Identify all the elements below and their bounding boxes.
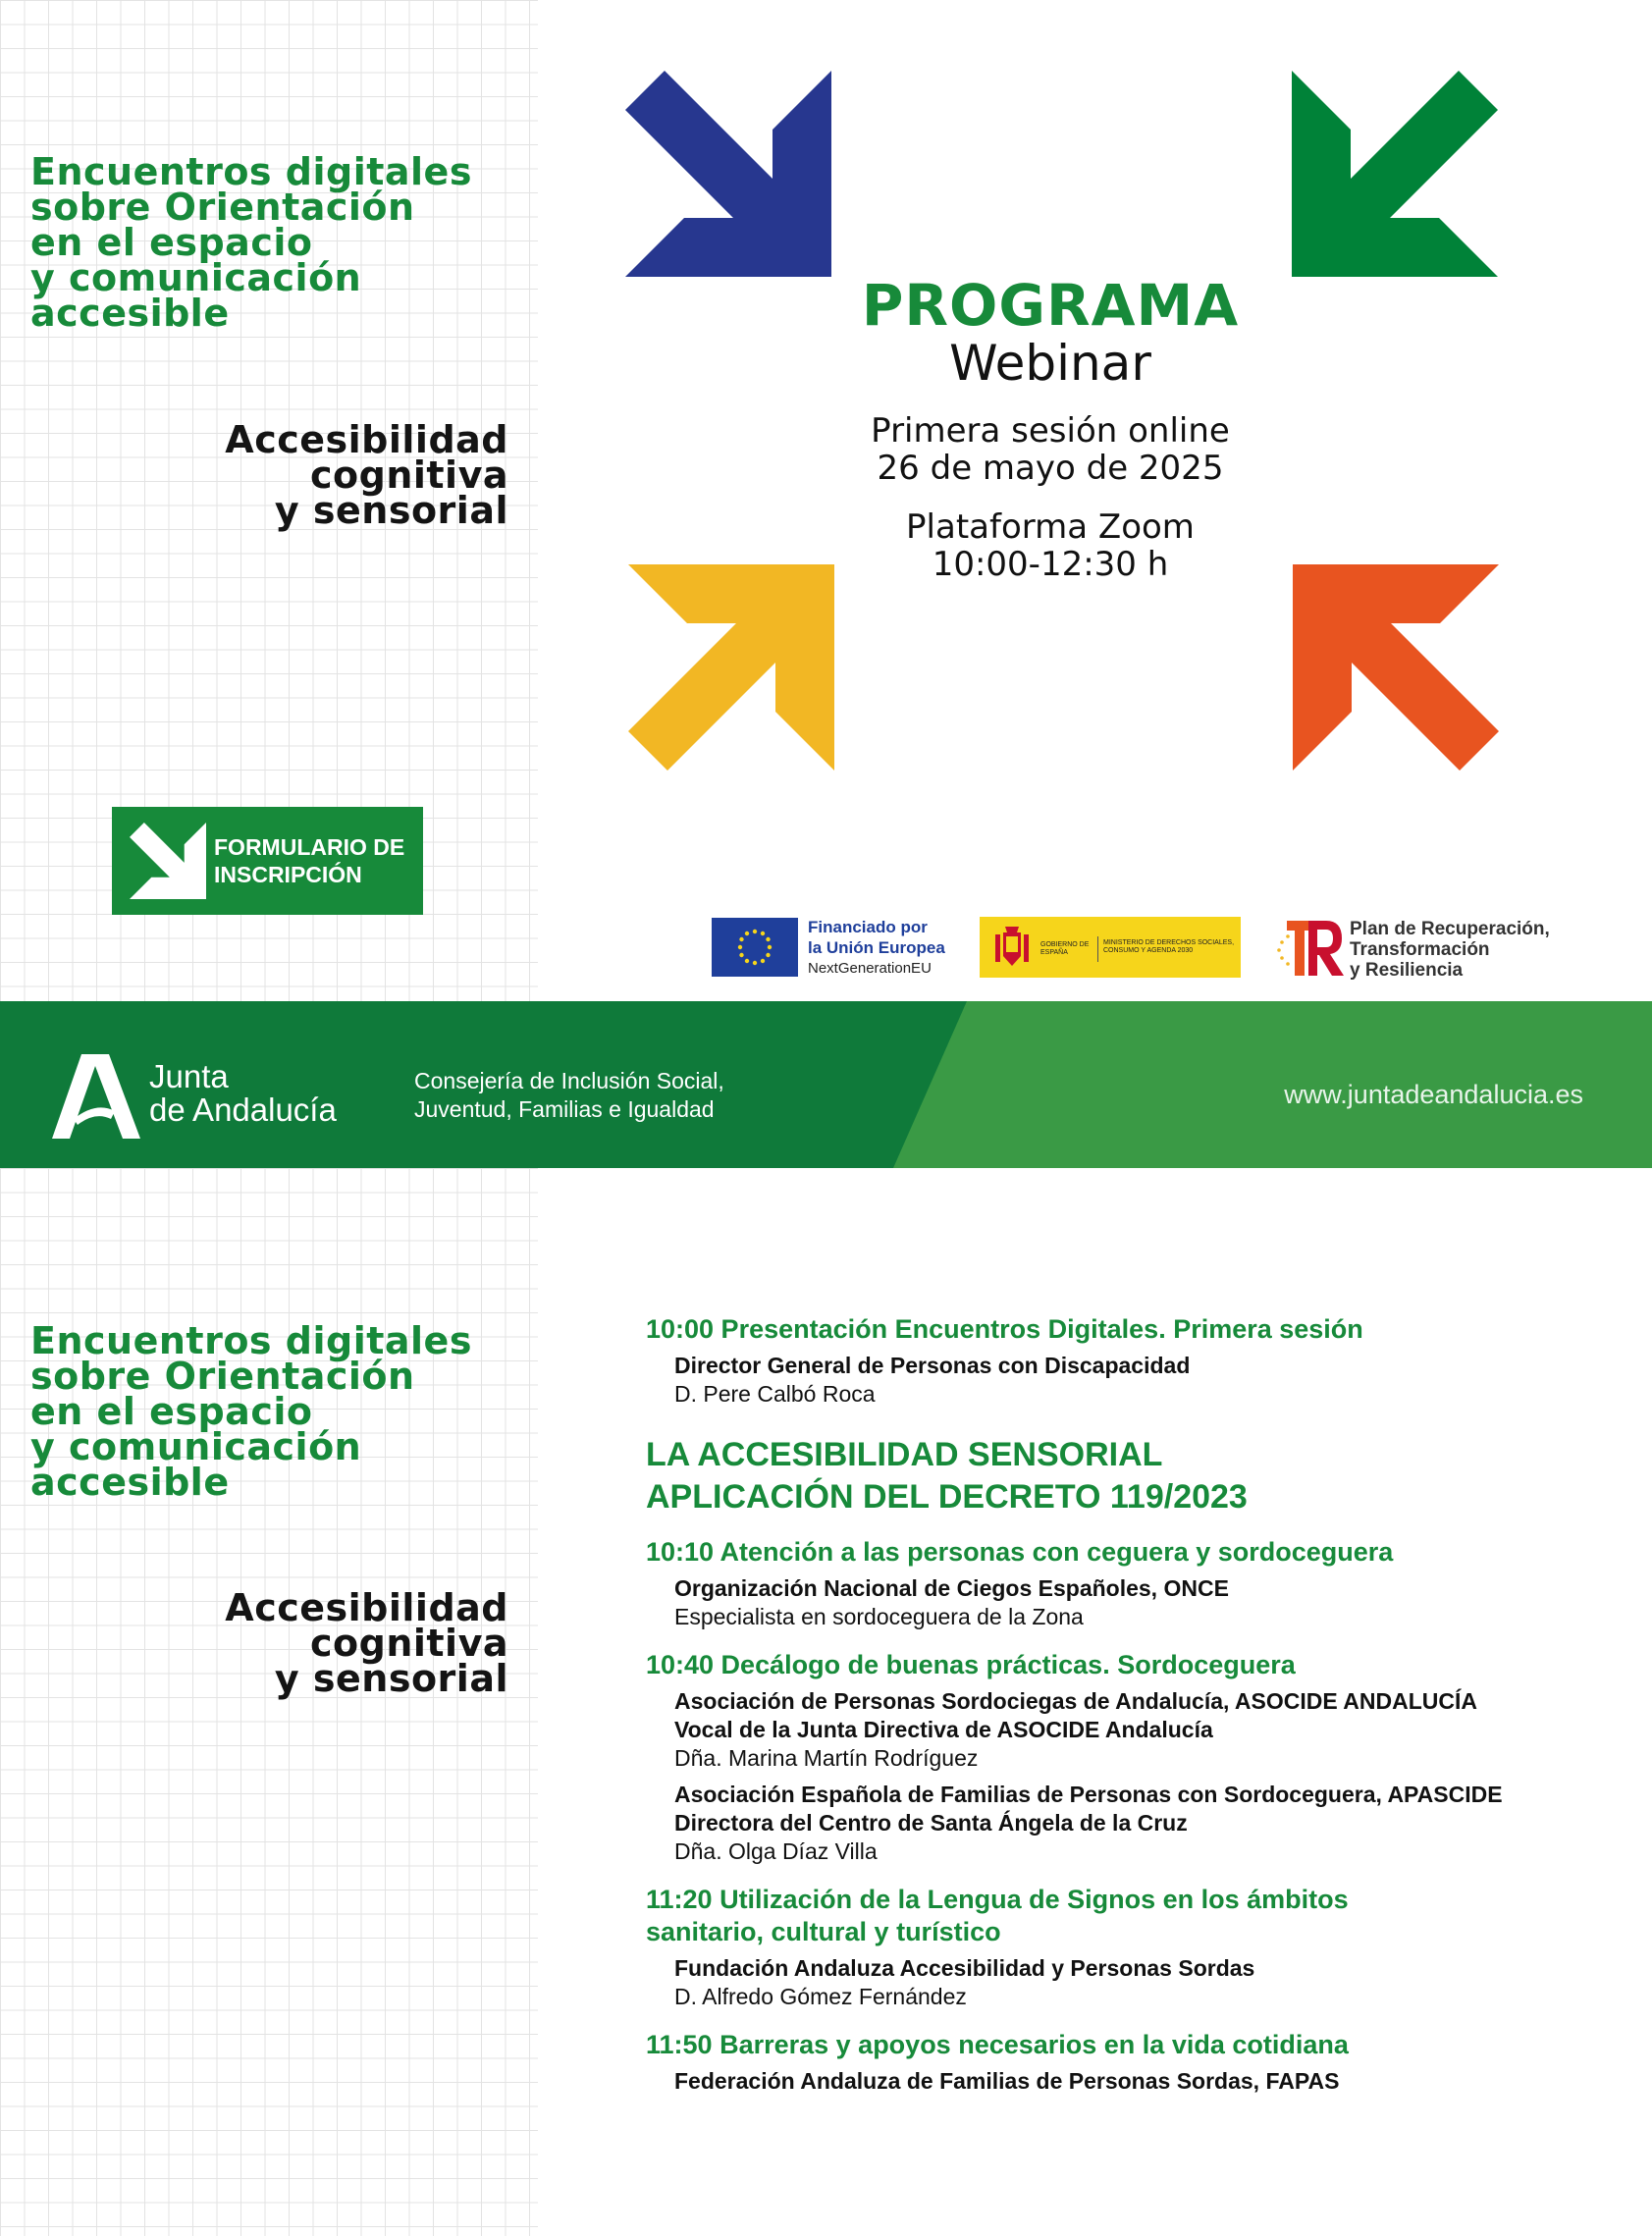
arrow-bottom-right-icon <box>1293 564 1499 771</box>
prtr-text: Plan de Recuperación, Transformación y Resiliencia <box>1350 919 1550 981</box>
arrow-bottom-left-icon <box>628 564 834 771</box>
agenda-item <box>646 2029 1608 2096</box>
agenda-item <box>646 1649 1608 1866</box>
agenda <box>646 1313 1608 2113</box>
funding-logos <box>712 913 1595 984</box>
agenda-time-title: 10:10 Atención a las personas con ceguera y sordoceguera <box>646 1537 1394 1567</box>
agenda-time-title: 11:20 Utilización de la Lengua de Signos en los ámbitos sanitario, cultural y turístico <box>646 1885 1349 1946</box>
agenda-time-title: 10:00 Presentación Encuentros Digitales. Primera sesión <box>646 1314 1363 1344</box>
speaker: Federación Andaluza de Familias de Personas Sordas, FAPAS <box>674 2068 1340 2094</box>
agenda-section-heading: LA ACCESIBILIDAD SENSORIAL APLICACIÓN DEL DECRETO 119/2023 <box>646 1436 1248 1516</box>
arrow-bottom-right-shape <box>1293 564 1499 771</box>
speaker: Director General de Personas con Discapacidad D. Pere Calbó Roca <box>674 1353 1191 1407</box>
registration-form-label: FORMULARIO DE INSCRIPCIÓN <box>214 834 405 887</box>
agenda-item <box>646 1884 1608 2011</box>
cover-subtitle: Accesibilidad cognitiva y sensorial <box>225 418 508 532</box>
platform-info: Plataforma Zoom 10:00-12:30 h <box>906 507 1195 584</box>
agenda-item <box>646 1313 1608 1409</box>
prtr-logo <box>1273 915 1597 984</box>
website-link[interactable]: www.juntadeandalucia.es <box>1284 1080 1583 1109</box>
speaker: Asociación de Personas Sordociegas de Andalucía, ASOCIDE ANDALUCÍA Vocal de la Junta Directiva de ASOCIDE Andalucía Dña. Marina Martín Rodríguez <box>674 1688 1477 1771</box>
program-header <box>785 272 1315 584</box>
speaker: Asociación Española de Familias de Personas con Sordoceguera, APASCIDE Directora del Centro de Santa Ángela de la Cruz Dña. Olga Díaz Villa <box>674 1782 1503 1864</box>
consejeria-name: Consejería de Inclusión Social, Juventud, Familias e Igualdad <box>414 1068 724 1122</box>
arrow-top-left-icon <box>625 71 831 277</box>
arrow-down-right-icon <box>130 823 206 899</box>
junta-andalucia-logo-icon <box>52 1054 140 1139</box>
coat-of-arms-icon <box>991 925 1033 970</box>
eu-flag-icon <box>712 918 798 977</box>
speaker: Fundación Andaluza Accesibilidad y Personas Sordas D. Alfredo Gómez Fernández <box>674 1955 1255 2009</box>
prtr-emblem-icon <box>1273 915 1347 982</box>
junta-footer-band <box>0 1001 1652 1168</box>
page2-title: Encuentros digitales sobre Orientación en el espacio y comunicación accesible <box>30 1319 472 1504</box>
gobierno-espana-logo: GOBIERNO DE ESPAÑA MINISTERIO DE DERECHOS SOCIALES, CONSUMO Y AGENDA 2030 <box>980 917 1241 978</box>
arrow-bottom-left-shape <box>628 564 834 771</box>
webinar-label: Webinar <box>949 335 1151 392</box>
page2-subtitle: Accesibilidad cognitiva y sensorial <box>225 1586 508 1700</box>
agenda-time-title: 10:40 Decálogo de buenas prácticas. Sordoceguera <box>646 1650 1296 1679</box>
arrow-top-left-shape <box>625 71 831 277</box>
cover-title: Encuentros digitales sobre Orientación en el espacio y comunicación accesible <box>30 150 472 335</box>
arrow-top-right-shape <box>1292 71 1498 277</box>
eu-funding-text: Financiado por la Unión Europea NextGenerationEU <box>808 918 945 977</box>
registration-form-button[interactable] <box>112 807 423 915</box>
agenda-time-title: 11:50 Barreras y apoyos necesarios en la vida cotidiana <box>646 2030 1349 2059</box>
agenda-item <box>646 1536 1608 1631</box>
arrow-top-right-icon <box>1292 71 1498 277</box>
session-info: Primera sesión online 26 de mayo de 2025 <box>871 411 1230 488</box>
junta-andalucia-name: Junta de Andalucía <box>149 1058 337 1128</box>
programa-heading: PROGRAMA <box>861 272 1240 339</box>
speaker: Organización Nacional de Ciegos Españoles, ONCE Especialista en sordoceguera de la Zona <box>674 1575 1229 1629</box>
